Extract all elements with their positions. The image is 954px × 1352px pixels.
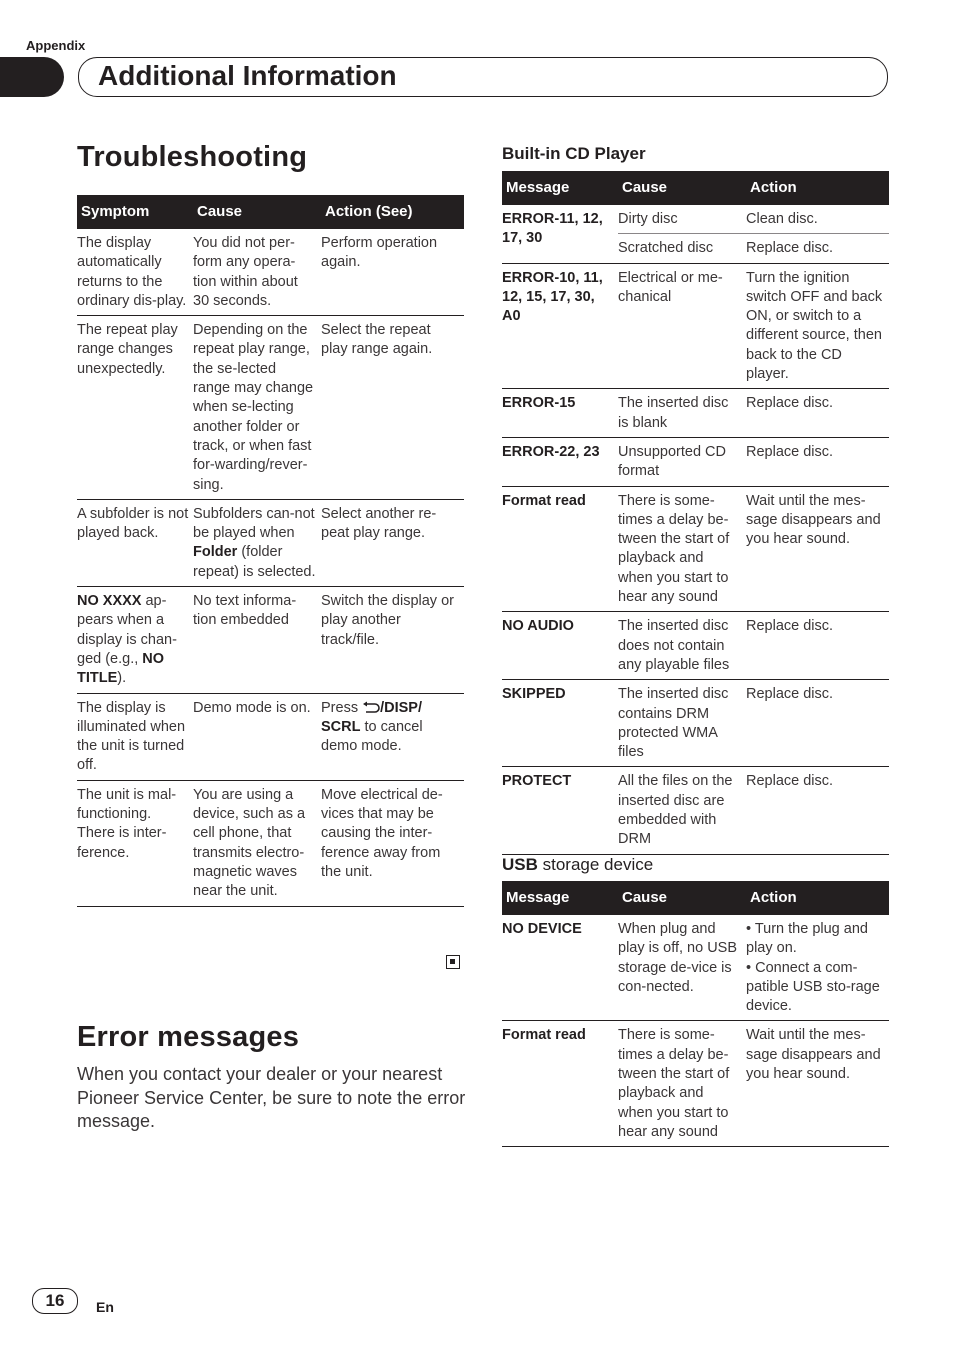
message-cell: NO AUDIO xyxy=(502,612,618,680)
action-cell: Turn the ignition switch OFF and back ON, or switch to a different source, then back to the CD player. xyxy=(746,263,889,389)
column-header-cause: Cause xyxy=(618,881,746,915)
symptom-cell xyxy=(77,587,193,693)
table-row xyxy=(502,486,889,612)
message-cell: Format read xyxy=(502,1021,618,1147)
section-tab-marker xyxy=(0,57,64,97)
cause-cell: Scratched disc xyxy=(618,234,746,263)
cause-cell: The inserted disc contains DRM protected WMA files xyxy=(618,680,746,767)
no-xxxx-keyword: NO XXXX xyxy=(77,593,142,610)
symptom-cell: The display is illuminated when the unit is turned off. xyxy=(77,693,193,780)
cause-text: (folder repeat) is selected. xyxy=(193,544,316,580)
error-messages-intro: When you contact your dealer or your nearest Pioneer Service Center, be sure to note the error message. xyxy=(77,1064,466,1131)
folder-keyword: Folder xyxy=(193,544,238,561)
action-cell: Wait until the mes-sage disappears and you hear sound. xyxy=(746,1021,889,1147)
table-row xyxy=(502,767,889,854)
table-row xyxy=(77,316,464,500)
cd-player-subtitle: Built-in CD Player xyxy=(502,144,646,163)
troubleshooting-title: Troubleshooting xyxy=(77,141,308,173)
message-cell: ERROR-15 xyxy=(502,389,618,438)
action-bullet: • Turn the plug and play on. xyxy=(746,921,868,957)
usb-subtitle xyxy=(502,855,653,875)
action-cell: Replace disc. xyxy=(746,234,889,263)
table-row xyxy=(502,205,889,234)
language-label: En xyxy=(96,1299,114,1315)
action-cell xyxy=(746,915,889,1021)
cause-cell: Dirty disc xyxy=(618,205,746,234)
table-header-row xyxy=(77,195,464,229)
message-cell: ERROR-10, 11, 12, 15, 17, 30, A0 xyxy=(502,263,618,389)
table-row xyxy=(502,680,889,767)
action-text: to cancel demo mode. xyxy=(321,718,423,755)
table-header-row xyxy=(502,171,889,205)
cause-text: Subfolders can-not be played when xyxy=(193,505,315,542)
table-row xyxy=(502,915,889,1021)
action-cell: Clean disc. xyxy=(746,205,889,234)
table-row xyxy=(77,693,464,780)
action-cell: Select the repeat play range again. xyxy=(321,316,464,500)
disp-scrl-keyword: /DISP/ SCRL xyxy=(321,699,422,735)
action-cell: Perform operation again. xyxy=(321,229,464,316)
column-header-message: Message xyxy=(502,171,618,205)
return-arrow-icon xyxy=(362,701,380,713)
action-cell: Move electrical de-vices that may be causing the inter-ference away from the unit. xyxy=(321,780,464,906)
cause-cell xyxy=(193,499,321,586)
action-cell: Replace disc. xyxy=(746,680,889,767)
column-header-symptom: Symptom xyxy=(77,195,193,229)
no-title-keyword: NO TITLE xyxy=(77,650,165,687)
symptom-text: ap-pears when a display is chan-ged (e.g., xyxy=(77,593,177,667)
symptom-cell: The unit is mal-functioning. There is inter-ference. xyxy=(77,780,193,906)
table-row xyxy=(77,587,464,693)
cause-cell: No text informa-tion embedded xyxy=(193,587,321,693)
symptom-cell: The display automatically returns to the ordinary dis-play. xyxy=(77,229,193,316)
table-row xyxy=(502,263,889,389)
section-title: Additional Information xyxy=(98,60,397,91)
table-header-row xyxy=(502,881,889,915)
action-cell xyxy=(321,693,464,780)
action-cell: Replace disc. xyxy=(746,767,889,854)
cause-cell: All the files on the inserted disc are embedded with DRM xyxy=(618,767,746,854)
message-cell: NO DEVICE xyxy=(502,915,618,1021)
table-row xyxy=(77,780,464,906)
cause-cell: You are using a device, such as a cell phone, that transmits electro-magnetic waves near the unit. xyxy=(193,780,321,906)
message-cell: ERROR-11, 12, 17, 30 xyxy=(502,205,618,263)
cause-cell: There is some-times a delay be-tween the start of playback and when you start to hear any sound xyxy=(618,1021,746,1147)
action-cell: Wait until the mes-sage disappears and you hear sound. xyxy=(746,486,889,612)
page-number: 16 xyxy=(32,1288,78,1314)
usb-error-table xyxy=(502,881,889,1147)
message-cell: Format read xyxy=(502,486,618,612)
symptom-text: ). xyxy=(117,670,127,687)
symptom-cell: A subfolder is not played back. xyxy=(77,499,193,586)
message-cell: ERROR-22, 23 xyxy=(502,437,618,486)
action-cell: Replace disc. xyxy=(746,389,889,438)
cause-cell: There is some-times a delay be-tween the start of playback and when you start to hear any sound xyxy=(618,486,746,612)
column-header-action: Action xyxy=(746,881,889,915)
symptom-cell: The repeat play range changes unexpectedly. xyxy=(77,316,193,500)
error-messages-title: Error messages xyxy=(77,1021,300,1053)
table-row xyxy=(502,1021,889,1147)
cause-cell: Demo mode is on. xyxy=(193,693,321,780)
message-cell: PROTECT xyxy=(502,767,618,854)
action-text: Press xyxy=(321,699,363,716)
cause-cell: Electrical or me-chanical xyxy=(618,263,746,389)
cause-cell: Unsupported CD format xyxy=(618,437,746,486)
cause-cell: The inserted disc does not contain any playable files xyxy=(618,612,746,680)
message-cell: SKIPPED xyxy=(502,680,618,767)
table-row xyxy=(502,612,889,680)
action-cell: Select another re-peat play range. xyxy=(321,499,464,586)
table-row xyxy=(502,437,889,486)
column-header-action: Action (See) xyxy=(321,195,464,229)
column-header-message: Message xyxy=(502,881,618,915)
usb-subtitle-bold: USB xyxy=(502,855,538,874)
cause-cell: You did not per-form any opera-tion within about 30 seconds. xyxy=(193,229,321,316)
action-cell: Switch the display or play another track/file. xyxy=(321,587,464,693)
action-bullet: • Connect a com-patible USB sto-rage device. xyxy=(746,959,880,1015)
end-of-section-icon xyxy=(446,955,460,969)
action-cell: Replace disc. xyxy=(746,437,889,486)
column-header-action: Action xyxy=(746,171,889,205)
troubleshooting-table xyxy=(77,195,464,907)
column-header-cause: Cause xyxy=(618,171,746,205)
usb-subtitle-rest: storage device xyxy=(537,855,654,874)
table-row xyxy=(77,229,464,316)
cd-player-error-table xyxy=(502,171,889,855)
table-row xyxy=(77,499,464,586)
cause-cell: The inserted disc is blank xyxy=(618,389,746,438)
action-cell: Replace disc. xyxy=(746,612,889,680)
column-header-cause: Cause xyxy=(193,195,321,229)
table-row xyxy=(502,389,889,438)
cause-cell: Depending on the repeat play range, the se-lected range may change when se-lecting another folder or track, or when fast for-warding/rever-sing. xyxy=(193,316,321,500)
appendix-label: Appendix xyxy=(26,38,86,53)
cause-cell: When plug and play is off, no USB storage de-vice is con-nected. xyxy=(618,915,746,1021)
